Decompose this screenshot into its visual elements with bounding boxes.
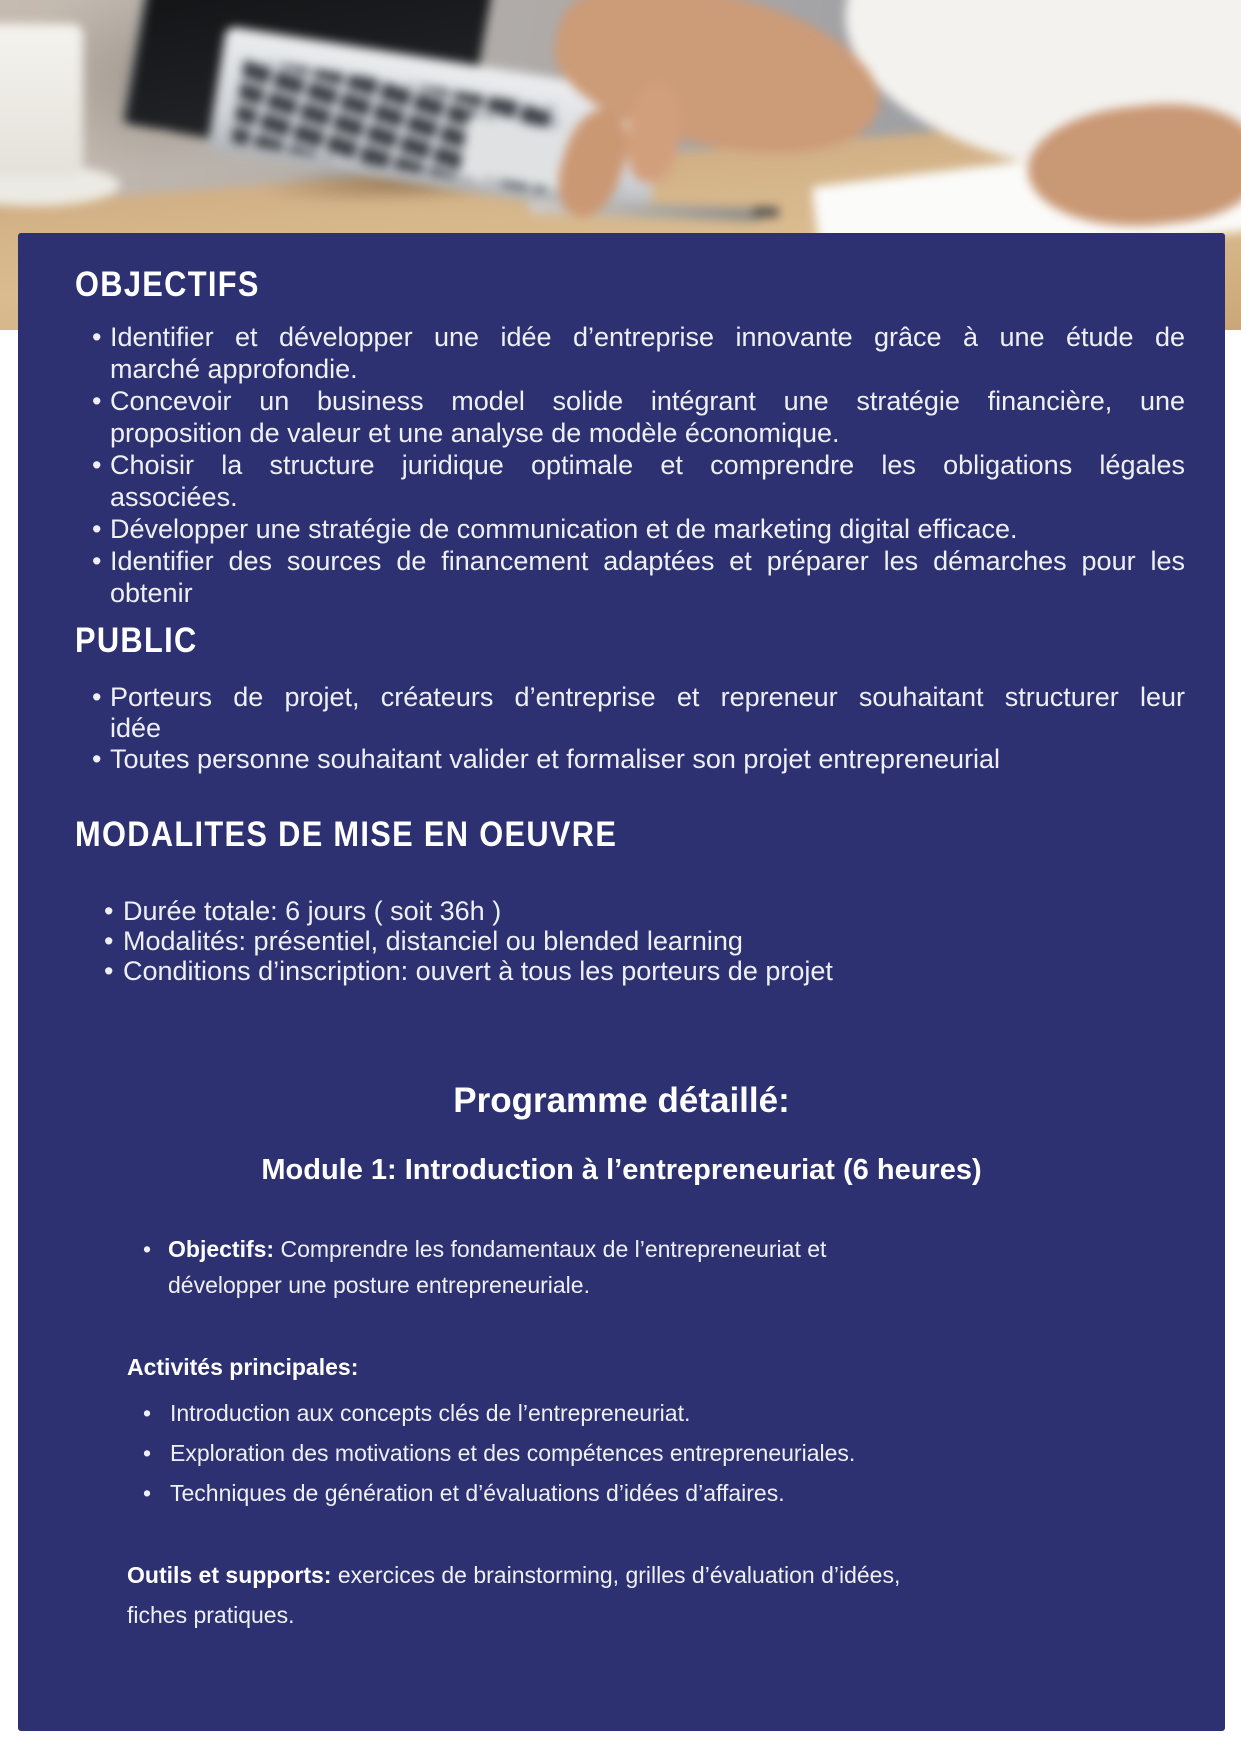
outils-line-1: Outils et supports: exercices de brainstorming, grilles d’évaluation d’idées, xyxy=(127,1562,901,1588)
bullet-text-line: Identifier et développer une idée d’entreprise innovante grâce à une étude de xyxy=(110,322,1185,352)
list-item xyxy=(92,682,1185,744)
bullet-text-line: Exploration des motivations et des compétences entrepreneuriales. xyxy=(170,1440,856,1466)
objectifs-bullet-list xyxy=(92,321,1185,609)
outils-line-2: fiches pratiques. xyxy=(127,1602,295,1628)
module-objectifs-line-2: développer une posture entrepreneuriale. xyxy=(168,1272,590,1298)
bullet-dot: • xyxy=(92,450,102,480)
section-heading-modalites: MODALITES DE MISE EN OEUVRE xyxy=(75,815,618,854)
list-item xyxy=(92,385,1185,449)
bullet-text-line: idée xyxy=(110,713,162,743)
bullet-dot: • xyxy=(92,386,102,416)
bullet-text-line: Modalités: présentiel, distanciel ou blended learning xyxy=(123,926,743,956)
section-heading-public: PUBLIC xyxy=(75,621,198,660)
list-item xyxy=(143,1433,1163,1473)
bullet-text-line: marché approfondie. xyxy=(110,354,358,384)
module-1-title: Module 1: Introduction à l’entrepreneuriat (6 heures) xyxy=(261,1154,982,1186)
bullet-text-line: Développer une stratégie de communication et de marketing digital efficace. xyxy=(110,514,1018,544)
modalites-bullet-list xyxy=(104,896,1197,986)
outils-block xyxy=(127,1555,1167,1635)
activites-bullet-list xyxy=(143,1393,1163,1513)
bullet-dot: • xyxy=(104,956,114,986)
public-bullet-list xyxy=(92,682,1185,775)
bullet-dot: • xyxy=(104,926,114,956)
bullet-text-line: Durée totale: 6 jours ( soit 36h ) xyxy=(123,896,502,926)
module-objectifs-item xyxy=(143,1231,1168,1303)
content-card xyxy=(18,233,1225,1731)
bullet-dot: • xyxy=(92,514,102,544)
photo-coffee-cup xyxy=(0,24,83,176)
bullet-dot: • xyxy=(143,1236,152,1262)
list-item xyxy=(104,926,1197,956)
bullet-dot: • xyxy=(92,546,102,576)
bullet-text-line: Choisir la structure juridique optimale et comprendre les obligations légales xyxy=(110,450,1185,480)
list-item xyxy=(143,1473,1163,1513)
bullet-text-line: Identifier des sources de financement adaptées et préparer les démarches pour les xyxy=(110,546,1185,576)
module-objectifs-label: Objectifs: xyxy=(168,1236,275,1262)
bullet-text-line: obtenir xyxy=(110,578,193,608)
module-objectifs-line-1: Objectifs: Comprendre les fondamentaux de l’entrepreneuriat et xyxy=(168,1236,827,1262)
bullet-text-line: Techniques de génération et d’évaluations d’idées d’affaires. xyxy=(170,1480,785,1506)
activites-label: Activités principales: xyxy=(127,1354,359,1380)
bullet-text-line: proposition de valeur et une analyse de modèle économique. xyxy=(110,418,840,448)
list-item xyxy=(92,321,1185,385)
bullet-text-line: Toutes personne souhaitant valider et formaliser son projet entrepreneurial xyxy=(110,744,1001,774)
photo-pen-tip xyxy=(753,207,779,218)
bullet-text-line: Concevoir un business model solide intégrant une stratégie financière, une xyxy=(110,386,1185,416)
bullet-dot: • xyxy=(143,1440,152,1466)
programme-title: Programme détaillé: xyxy=(453,1081,790,1120)
bullet-dot: • xyxy=(92,322,102,352)
bullet-dot: • xyxy=(92,682,102,712)
list-item xyxy=(143,1393,1163,1433)
list-item xyxy=(104,956,1197,986)
bullet-dot: • xyxy=(143,1480,152,1506)
bullet-text-line: Conditions d’inscription: ouvert à tous les porteurs de projet xyxy=(123,956,833,986)
list-item xyxy=(104,896,1197,926)
list-item xyxy=(92,513,1185,545)
list-item xyxy=(92,545,1185,609)
section-heading-objectifs: OBJECTIFS xyxy=(75,265,260,304)
bullet-text-line: Introduction aux concepts clés de l’entrepreneuriat. xyxy=(170,1400,691,1426)
outils-label: Outils et supports: xyxy=(127,1562,332,1588)
list-item xyxy=(92,449,1185,513)
bullet-dot: • xyxy=(143,1400,152,1426)
bullet-text-line: associées. xyxy=(110,482,238,512)
list-item xyxy=(92,744,1185,775)
bullet-dot: • xyxy=(104,896,114,926)
bullet-text-line: Porteurs de projet, créateurs d’entreprise et repreneur souhaitant structurer leur xyxy=(110,682,1185,712)
bullet-dot: • xyxy=(92,744,102,774)
